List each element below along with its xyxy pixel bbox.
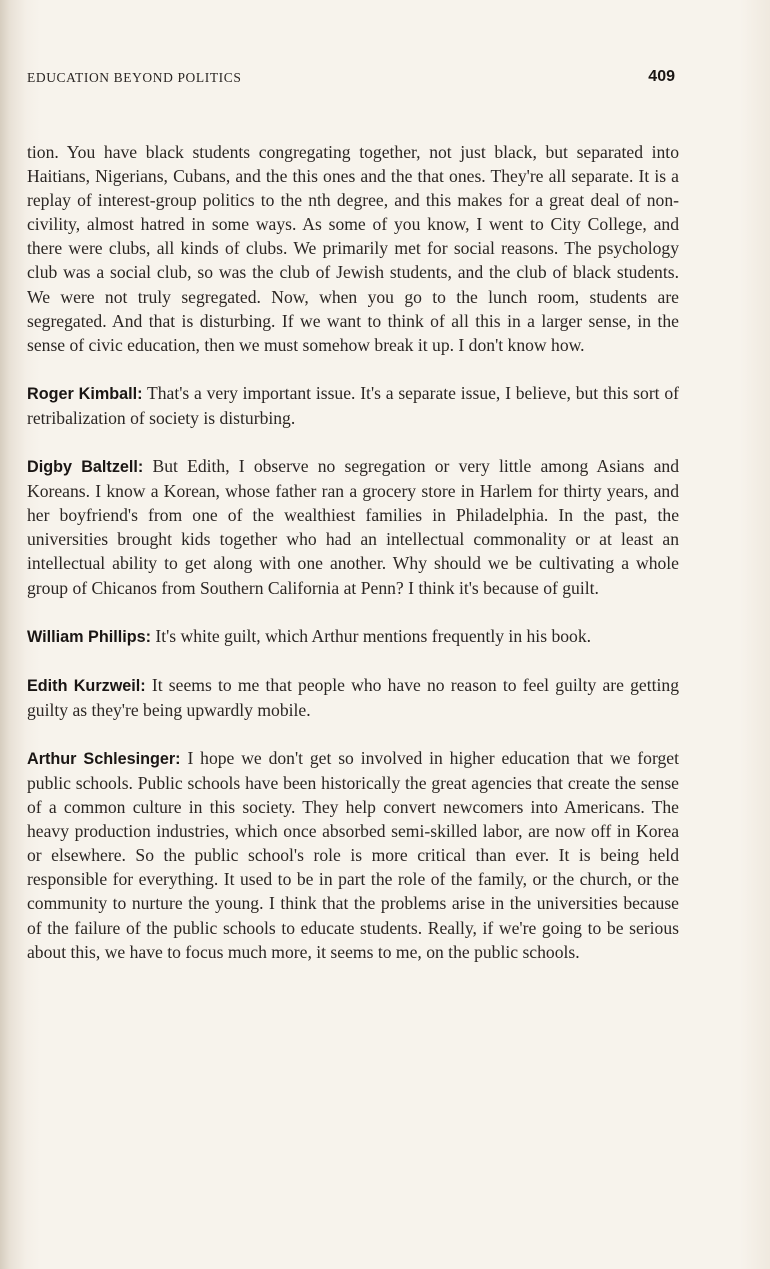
paragraph-text: That's a very important issue. It's a separate issue, I believe, but this sort of retribalization of society is disturbing. [27,382,680,428]
speaker-name: Arthur Schlesinger: [27,749,181,768]
page-body [27,140,679,988]
paragraph-text: tion. You have black students congregating together, not just black, but separated into Haitians, Nigerians, Cubans, and the this ones and the that ones. They're all separate. It is a replay of interest-group politics to the nth degree, and this makes for a great deal of non-civility, almost hatred in some ways. As some of you know, I went to City College, and there were clubs, all kinds of clubs. We primarily met for social reasons. The psychology club was a social club, so was the club of Jewish students, and the club of black students. We were not truly segregated. Now, when you go to the lunch room, students are segregated. And that is disturbing. If we want to think of all this in a larger sense, in the sense of civic education, then we must somehow break it up. I don't know how. [27,142,679,355]
paragraph-arthur-schlesinger [27,746,679,964]
running-head: EDUCATION BEYOND POLITICS [27,70,242,85]
speaker-name: Digby Baltzell: [27,458,144,477]
speaker-name: Edith Kurzweil: [27,676,146,695]
paragraph-continuation [27,140,679,357]
page-header [27,70,675,92]
paragraph-text: I hope we don't get so involved in higher education that we forget public schools. Public schools have been historically the great agencies that create the sense of a common culture in this society. They help convert newcomers into Americans. The heavy production industries, which once absorbed semi-skilled labor, are now off in Korea or elsewhere. So the public school's role is more critical than ever. It is being held responsible for everything. It used to be in part the role of the family, or the church, or the community to nurture the young. I think that the problems arise in the universities because of the failure of the public schools to educate students. Really, if we're going to be serious about this, we have to focus much more, it seems to me, on the public schools. [27,747,679,962]
paragraph-edith-kurzweil [27,673,679,722]
paragraph-text: It's white guilt, which Arthur mentions frequently in his book. [155,625,592,646]
paragraph-roger-kimball [27,381,679,430]
paragraph-william-phillips [27,624,679,649]
paragraph-text: It seems to me that people who have no reason to feel guilty are getting guilty as they're being upwardly mobile. [27,674,679,720]
paragraph-digby-baltzell [27,454,679,600]
speaker-name: Roger Kimball: [27,384,143,403]
page-number: 409 [648,68,675,85]
paragraph-text: But Edith, I observe no segregation or very little among Asians and Koreans. I know a Korean, whose father ran a grocery store in Harlem for thirty years, and her boyfriend's from one of the wealthiest families in Philadelphia. In the past, the universities brought kids together who had an intellectual commonality or at least an intellectual ability to get along with one another. Why should we be cultivating a whole group of Chicanos from Southern California at Penn? I think it's because of guilt. [27,456,679,598]
speaker-name: William Phillips: [27,627,151,646]
